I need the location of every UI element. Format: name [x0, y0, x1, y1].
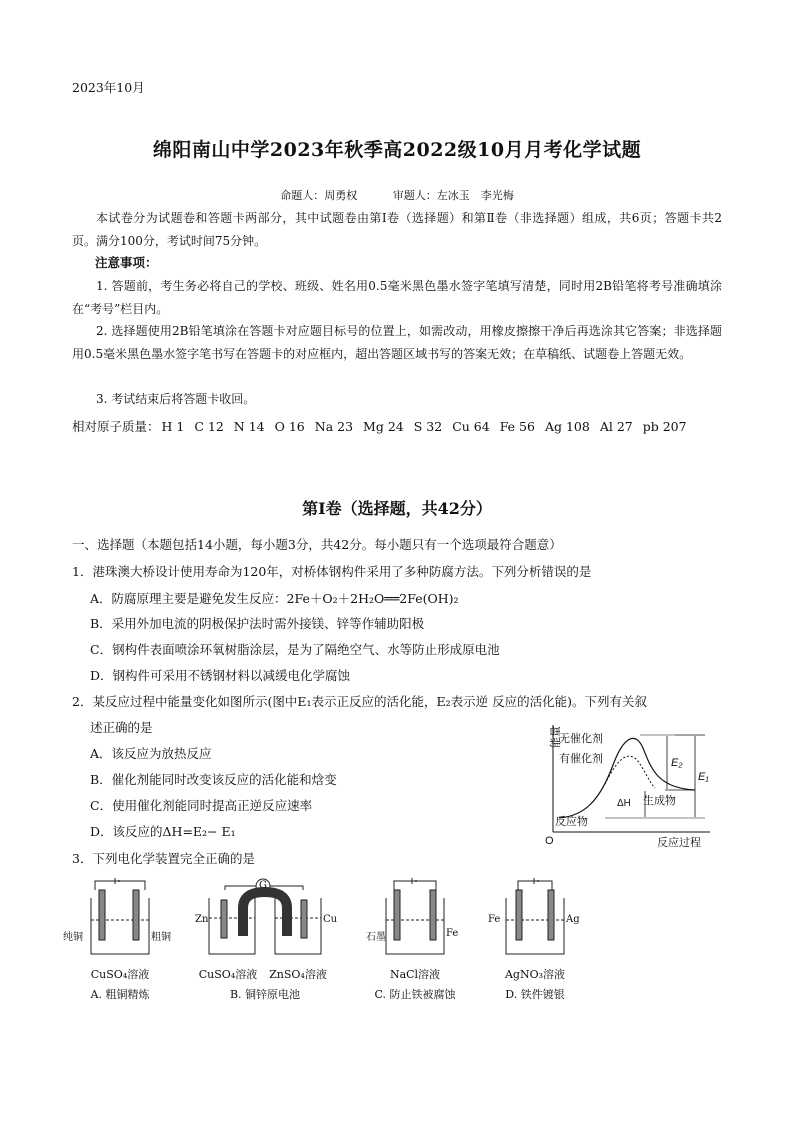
q1-option-b: B．采用外加电流的阴极保护法时需外接镁、锌等作辅助阳极 [90, 616, 425, 631]
mass-item: Al 27 [599, 419, 633, 434]
atomic-masses [72, 417, 697, 435]
e1-label: E₁ [698, 771, 709, 783]
mass-item: H 1 [161, 419, 185, 434]
apparatus-c-right-label: Fe [446, 928, 459, 939]
apparatus-d-right-label: Ag [566, 914, 580, 925]
mass-item: S 32 [413, 419, 443, 434]
galvanometer-icon: G [259, 880, 267, 891]
mass-item: Cu 64 [452, 419, 490, 434]
q1-option-a: A．防腐原理主要是避免发生反应：2Fe＋O₂＋2H₂O══2Fe(OH)₂ [90, 591, 459, 606]
mass-item: Fe 56 [499, 419, 535, 434]
atomic-masses-label: 相对原子质量： [72, 419, 160, 434]
q1-option-c: C．钢构件表面喷涂环氧树脂涂层，是为了隔绝空气、水等防止形成原电池 [90, 642, 500, 657]
e2-label: E₂ [671, 757, 683, 769]
reviewer: 审题人：左冰玉 李光梅 [392, 189, 514, 202]
apparatus-c-drawing [370, 878, 460, 966]
section-instructions: 一、选择题（本题包括14小题，每小题3分，共42分。每小题只有一个选项最符合题意） [72, 537, 562, 552]
origin-label: O [545, 835, 554, 847]
apparatus-c [366, 878, 460, 1003]
apparatus-a [63, 878, 171, 1003]
no-catalyst-label: 无催化剂 [559, 733, 603, 745]
authors-line [0, 187, 794, 203]
product-label: 生成物 [643, 795, 676, 807]
apparatus-d-caption: D. 铁件镀银 [505, 988, 565, 1001]
q1-option-d: D．钢构件可采用不锈钢材料以减缓电化学腐蚀 [90, 668, 351, 683]
apparatus-a-solution: CuSO₄溶液 [90, 968, 150, 981]
apparatus-d-solution: AgNO₃溶液 [504, 968, 566, 981]
notice-3: 3. 考试结束后将答题卡收回。 [96, 392, 256, 406]
salt-bridge-label: 盐桥 [255, 902, 275, 913]
apparatus-c-left-label: 石墨 [366, 932, 386, 943]
q2-stem-cont: 述正确的是 [90, 720, 153, 735]
q3-stem: 3．下列电化学装置完全正确的是 [72, 851, 255, 866]
apparatus-a-right-label: 粗铜 [151, 932, 171, 943]
with-catalyst-label: 有催化剂 [559, 753, 603, 765]
mass-item: pb 207 [642, 419, 687, 434]
mass-item: O 16 [274, 419, 305, 434]
apparatus-b-left-label: Zn [195, 914, 209, 925]
q2-option-d: D．该反应的ΔH=E₂− E₁ [90, 824, 236, 839]
q1-stem: 1．港珠澳大桥设计使用寿命为120年，对桥体钢构件采用了多种防腐方法。下列分析错误的是 [72, 564, 592, 579]
x-axis-label: 反应过程 [657, 837, 701, 849]
apparatus-a-caption: A. 粗铜精炼 [90, 988, 150, 1001]
mass-item: Na 23 [314, 419, 354, 434]
apparatus-b-caption: B. 铜锌原电池 [229, 988, 301, 1001]
apparatus-a-drawing [75, 878, 165, 966]
notice-2: 2. 选择题使用2B铅笔填涂在答题卡对应题目标号的位置上，如需改动，用橡皮擦擦干净后再选涂其它答案；非选择题用0.5毫米黑色墨水签字笔书写在答题卡的对应框内，超出答题区域书写的答案无效；在草稿纸、试题卷上答题无效。 [72, 324, 722, 361]
reactant-label: 反应物 [555, 816, 588, 828]
apparatus-b-drawing [195, 878, 338, 966]
mass-item: Mg 24 [363, 419, 404, 434]
apparatus-b-solution-left: CuSO₄溶液 [198, 968, 258, 981]
apparatus-d-left-label: Fe [488, 914, 501, 925]
section-title: 第Ⅰ卷（选择题，共42分） [302, 499, 492, 518]
dh-label: ΔH [617, 798, 631, 809]
energy-diagram [545, 720, 720, 850]
apparatus-d [490, 878, 580, 1003]
header-date: 2023年10月 [72, 80, 145, 95]
mass-item: Ag 108 [544, 419, 590, 434]
intro-paragraph: 本试卷分为试题卷和答题卡两部分，其中试题卷由第Ⅰ卷（选择题）和第Ⅱ卷（非选择题）组成，共6页；答题卡共2页。满分100分，考试时间75分钟。 [72, 211, 722, 248]
apparatus-a-left-label: 纯铜 [63, 932, 83, 943]
setter: 命题人：周勇权 [280, 189, 358, 202]
q2-stem: 2．某反应过程中能量变化如图所示(图中E₁表示正反应的活化能，E₂表示逆 反应的活化能)。下列有关叙 [72, 694, 647, 709]
y-axis-label: 能量 [550, 726, 562, 748]
mass-item: N 14 [233, 419, 265, 434]
apparatus-c-caption: C. 防止铁被腐蚀 [374, 988, 456, 1001]
notice-title: 注意事项： [95, 255, 158, 270]
apparatus-b-right-label: Cu [323, 914, 338, 925]
page-title: 绵阳南山中学2023年秋季高2022级10月月考化学试题 [152, 139, 642, 161]
apparatus-b-solution-right: ZnSO₄溶液 [269, 968, 327, 981]
apparatus-c-solution: NaCl溶液 [389, 968, 441, 981]
q2-option-c: C．使用催化剂能同时提高正逆反应速率 [90, 798, 313, 813]
notice-1: 1. 答题前，考生务必将自己的学校、班级、姓名用0.5毫米黑色墨水签字笔填写清楚，同时用2B铅笔将考号准确填涂在“考号”栏目内。 [72, 279, 722, 316]
mass-item: C 12 [194, 419, 224, 434]
apparatus-b [195, 878, 338, 1003]
q2-option-b: B．催化剂能同时改变该反应的活化能和焓变 [90, 772, 337, 787]
q2-option-a: A．该反应为放热反应 [90, 746, 212, 761]
